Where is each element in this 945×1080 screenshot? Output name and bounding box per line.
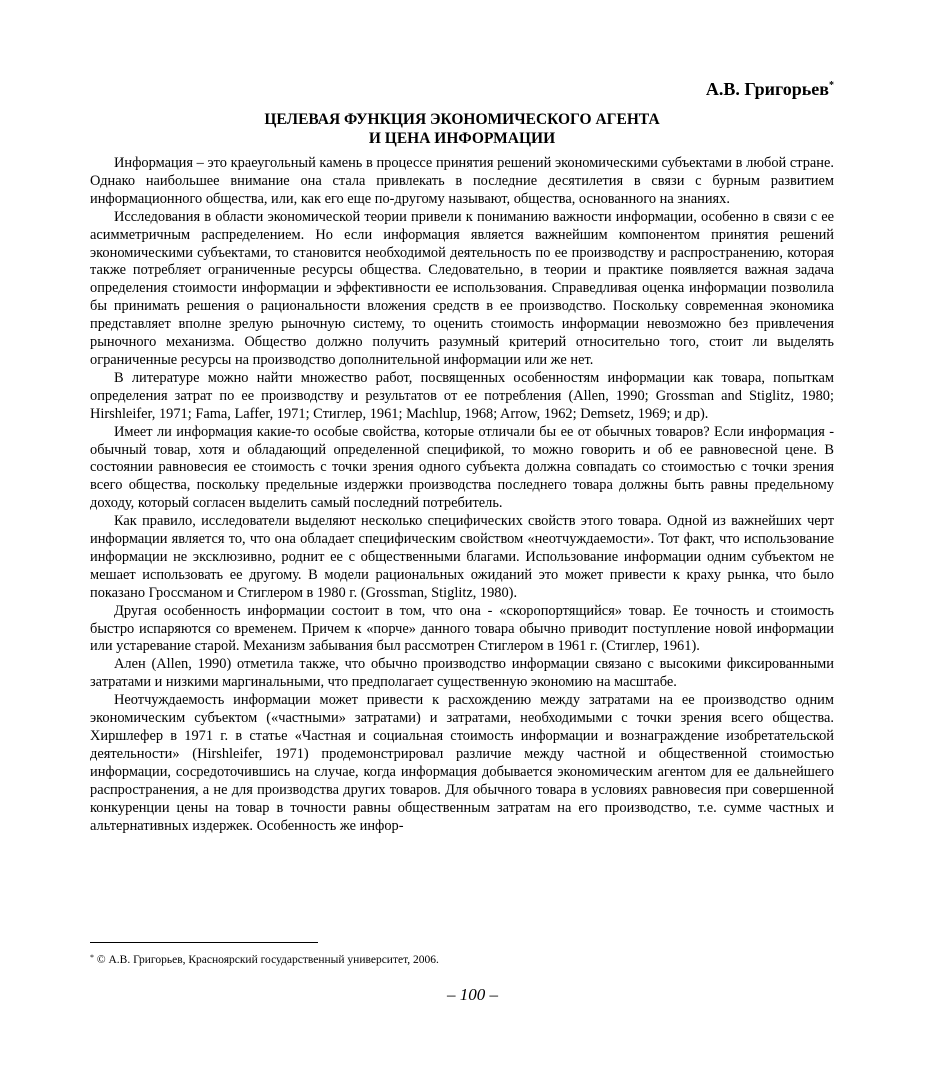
title-line-1: ЦЕЛЕВАЯ ФУНКЦИЯ ЭКОНОМИЧЕСКОГО АГЕНТА: [264, 111, 660, 128]
paragraph: Информация – это краеугольный камень в процессе принятия решений экономическими субъектами в любой стране. Однако наибольшее внимание она стала привлекать в последние десятилетия в связи с бурным развитием информационного общества, или, как его еще по-другому называют, общества, основанного на знаниях.: [90, 155, 834, 207]
page-number: – 100 –: [447, 985, 498, 1004]
paragraph: Как правило, исследователи выделяют несколько специфических свойств этого товара. Одной из важнейших черт информации является то, что она обладает специфическим свойством «неотчуждаемости». Тот факт, что использование информации не эксклюзивно, роднит ее с общественными благами. Использование информации одним субъектом не мешает использовать ее другому. В модели рациональных ожиданий это может привести к краху рынка, что было показано Гроссманом и Стиглером в 1980 г. (Grossman, Stiglitz, 1980).: [90, 513, 834, 601]
author-footnote-mark: *: [829, 80, 834, 91]
article-title: [90, 110, 834, 148]
footnote-text: © А.В. Григорьев, Красноярский государственный университет, 2006.: [96, 954, 439, 966]
footnote: [90, 953, 439, 967]
title-line-2: И ЦЕНА ИНФОРМАЦИИ: [368, 130, 556, 147]
author-name: А.В. Григорьев: [705, 79, 829, 99]
author-line: [90, 78, 834, 100]
paragraph: Исследования в области экономической теории привели к пониманию важности информации, особенно в связи с ее асимметричным распределением. Но если информация является важнейшим компонентом принятия решений экономическими субъектами, то становится необходимой деятельность по ее производству и распространению, которая также потребляет ограниченные ресурсы общества. Следовательно, в теории и практике появляется важная задача определения стоимости информации и эффективности ее использования. Справедливая оценка информации позволила бы принимать решения о рациональности вложения средств в ее производство. Поскольку современная экономика представляет вполне зрелую рыночную систему, то оценить стоимость информации невозможно без привлечения рыночного механизма. Общество должно получить разумный критерий относительно того, стоит ли выделять ограниченные ресурсы на производство дополнительной информации или же нет.: [90, 208, 834, 368]
paragraph: Неотчуждаемость информации может привести к расхождению между затратами на ее производство одним экономическим субъектом («частными» затратами) и затратами, необходимыми с точки зрения всего общества. Хиршлефер в 1971 г. в статье «Частная и социальная стоимость информации и вознаграждение изобретательской деятельности» (Hirshleifer, 1971) продемонстрировал различие между частной и общественной стоимостью информации, сосредоточившись на случае, когда информация добывается экономическим агентом для ее дальнейшего распространения, а не для производства других товаров. Для обычного товара в условиях равновесия при совершенной конкуренции цены на товар в точности равны общественным затратам на его производство, т.е. сумме частных и альтернативных издержек. Особенность же инфор-: [90, 692, 834, 834]
article: [90, 78, 834, 835]
paragraph: В литературе можно найти множество работ, посвященных особенностям информации как товара, попыткам определения затрат по ее производству и результатов от ее потребления (Allen, 1990; Grossman and Stiglitz, 1980; Hirshleifer, 1971; Fama, Laffer, 1971; Стиглер, 1961; Machlup, 1968; Arrow, 1962; Demsetz, 1969; и др).: [90, 369, 834, 422]
paragraph: Ален (Allen, 1990) отметила также, что обычно производство информации связано с высокими фиксированными затратами и низкими маргинальными, что предполагает существенную экономию на масштабе.: [90, 656, 834, 691]
footnote-mark: *: [90, 953, 94, 962]
article-body: [90, 155, 834, 835]
paragraph: Имеет ли информация какие-то особые свойства, которые отличали бы ее от обычных товаров? Если информация - обычный товар, хотя и обладающий определенной спецификой, то можно говорить и об ее равновесной цене. В состоянии равновесия ее стоимость с точки зрения одного субъекта должна совпадать со стоимостью с точки зрения всего общества, поскольку предельные издержки производства последнего товара должны быть равны предельному доходу, который согласен выделить самый последний потребитель.: [90, 423, 834, 512]
footnote-divider: [90, 942, 318, 943]
paragraph: Другая особенность информации состоит в том, что она - «скоропортящийся» товар. Ее точность и стоимость быстро испаряются со временем. Причем к «порче» данного товара обычно приводит поступление новой информации или устаревание старой. Механизм забывания был рассмотрен Стиглером в 1961 г. (Стиглер, 1961).: [90, 602, 834, 655]
